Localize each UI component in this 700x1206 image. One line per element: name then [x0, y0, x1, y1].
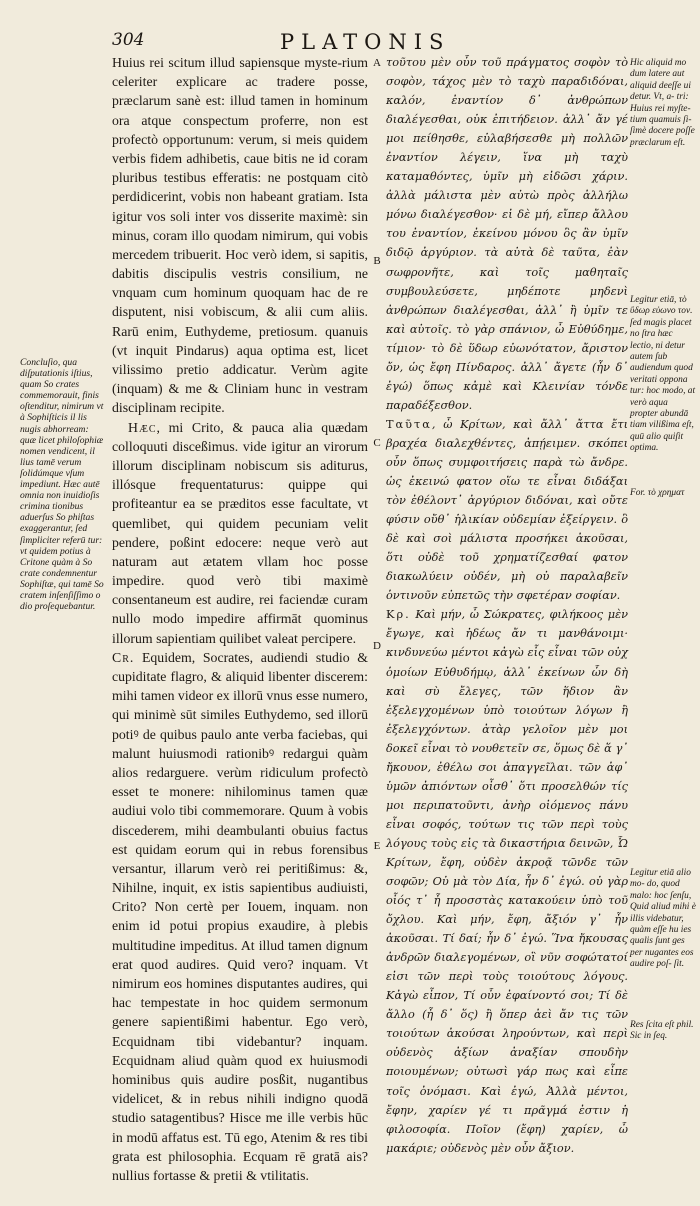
- greek-column: [386, 53, 628, 1158]
- greek-speaker-label: Κρ.: [386, 608, 411, 622]
- section-letter: E: [373, 840, 381, 852]
- section-letter: A: [373, 57, 381, 69]
- greek-paragraph: τοῦτου μὲν οὖν τοῦ πράγματος σοφὸν τὸ σοφὸν, τάχος μὲν τὸ ταχὺ παραδιδόναι, καλόν, ἐναντίον δ᾽ ἀνθρώπων διαλέγεσθαι, οὐκ ἐπιτήδειον. ἀλλ᾽ ἄν γέ μοι πείθησθε, εὐλαβήσεσθε μὴ πολλῶν ἐναντίον λέγειν, ἵνα μὴ ταχὺ καταμαθόντες, ὑμῖν μὴ εἰδῶσι χάριν. ἀλλὰ μάλιστα μὲν αὐτὼ πρὸς ἀλλήλω μόνω διαλέγεσθον· εἰ δὲ μή, εἴπερ ἄλλου του ἐναντίον, ἐκείνου μόνου ὃς ἂν ὑμῖν διδῷ ἀργύριον. τὰ αὐτὰ δὲ ταῦτα, ἐὰν σωφρονῆτε, καὶ τοῖς μαθηταῖς συμβουλεύσετε, μηδέποτε μηδενὶ ἀνθρώπων διαλέγεσθαι, ἀλλ᾽ ἢ ὑμῖν τε καὶ αὑτοῖς. τὸ γὰρ σπάνιον, ὦ Εὐθύδημε, τίμιον· τὸ δὲ ὕδωρ εὐωνότατον, ἄριστον ὄν, ὡς ἔφη Πίνδαρος. ἀλλ᾽ ἄγετε (ἦν δ᾽ ἐγώ) ὅπως κἀμὲ καὶ Κλεινίαν τόνδε παραδέξεσθον.: [386, 56, 628, 412]
- right-margin-note: Res ſcita eſt phil. Sic in ſeq.: [630, 1020, 694, 1042]
- latin-speaker-label: Cr.: [112, 649, 135, 665]
- page-number: 304: [112, 30, 145, 50]
- latin-paragraph: Huius rei scitum illud sapiensque myste-rium celeriter explicare ac tradere posse, præclarum sanè est: illud tamen in hominum ora atque conspectum proferre, non est profectò opportunum: verum, si meis quidem verbis fidem adhibetis, caue bitis ne id coram pluribus testibus efferatis: ne postquam citò perdidicerint, vobis non habeant gratiam. Ista igitur vos soli inter vos disserite maximè: sin minus, coram illo quodam nimirum, qui vobis mercedem tribuerit. Hoc verò idem, si sapitis, dabitis discipulis vestris consilium, ne vnquam cum hominum quoquam hac de re disputent, nisi vobiscum, & alii cum aliis. Rarū enim, Euthydeme, pretiosum. quanuis (vt inquit Pindarus) aqua optima est, licet vilissimo pretio addicatur. Verùm agite (inquam) & me & Cliniam hunc in vestram disciplinam recipite.: [112, 55, 368, 416]
- latin-column: [112, 53, 368, 1185]
- right-margin-note: Legitur etiā, τὸ ὕδωρ εὐωνο τον. ſed magis placet no ſtra hæc lectio, ni detur autem ſub audiendum quod veritati oppona tur: hoc modo, at verò aqua propter abundā tiam vilißima eſt, quū alio quiſit optima.: [630, 295, 696, 454]
- left-margin-note: Concluſio, qua diſputationis iſtius, quam So crates commemorauit, finis oſtenditur, nimirum vt à Sophiſticis il lis nugis abhorream: quæ licet philoſophiæ nomen vendicent, il lius tamē verum ſolidúmque vſum impediunt. Hæc autē omnia non inuidioſis crimina tionibus aduerſus So phiſtas exaggerantur, ſed ſimpliciter referū tur: vt quidem potius à Critone quàm à So crate condemnentur Sophiſtæ, qui tamē So cratem inſenſiſſimo o dio proſequebantur.: [20, 357, 104, 613]
- greek-paragraph: [386, 415, 628, 605]
- greek-initial-word: Ταῦτα: [386, 417, 432, 431]
- greek-paragraph-text: Καὶ μήν, ὦ Σώκρατες, φιλήκοος μὲν ἔγωγε, καὶ ἡδέως ἄν τι μανθάνοιμι· κινδυνεύω μέντοι κἀγὼ εἷς εἶναι τῶν οὐχ ὁμοίων Εὐθυδήμῳ, ἀλλ᾽ ἐκείνων ὧν δὴ καὶ σὺ ἔλεγες, τῶν ἥδιον ἂν ἐξελεγχομένων ὑπὸ τοιούτων λόγων ἢ ἐξελεγχόντων. ἀτὰρ γελοῖον μὲν μοι δοκεῖ εἶναι τὸ νουθετεῖν σε, ὅμως δὲ ἅ γ᾽ ἤκουον, ἐθέλω σοι ἀπαγγεῖλαι. τῶν ἀφ᾽ ὑμῶν ἀπιόντων οἶσθ᾽ ὅτι προσελθών τίς μοι περιπατοῦντι, ἀνὴρ οἰόμενος πάνυ εἶναι σοφός, τούτων τις τῶν περὶ τοὺς λόγους τοὺς εἰς τὰ δικαστήρια δεινῶν, Ὦ Κρίτων, ἔφη, οὐδὲν ἀκροᾷ τῶνδε τῶν σοφῶν; Οὐ μὰ τὸν Δία, ἦν δ᾽ ἐγώ. οὐ γὰρ οἷός τ᾽ ἦ προσστὰς κατακούειν ὑπὸ τοῦ ὄχλου. Καὶ μήν, ἔφη, ἄξιόν γ᾽ ἦν ἀκοῦσαι. Τί δαί; ἦν δ᾽ ἐγώ. Ἵνα ἤκουσας ἀνδρῶν διαλεγομένων, οἳ νῦν σοφώτατοί εἰσι τῶν περὶ τοὺς τοιούτους λόγους. Κἀγὼ εἶπον, Τί οὖν ἐφαίνοντό σοι; Τί δὲ ἄλλο (ἦ δ᾽ ὅς) ἢ ὅπερ ἀεὶ ἄν τις τῶν τοιούτων ἀκούσαι ληρούντων, καὶ περὶ οὐδενὸς ἀξίων ἀναξίαν σπουδὴν ποιουμένων; οὑτωσὶ γάρ πως καὶ εἶπε τοῖς ὀνόμασι. Καὶ ἐγώ, Ἀλλὰ μέντοι, ἔφην, χαρίεν γέ τι πρᾶγμά ἐστιν ἡ φιλοσοφία. Ποῖον (ἔφη) χαρίεν, ὦ μακάριε; οὐδενὸς μὲν οὖν ἄξιον.: [386, 608, 628, 1155]
- greek-paragraph: [386, 605, 628, 1157]
- latin-paragraph-text: Equidem, Socrates, audiendi studio & cupiditate flagro, & aliquid libenter discerem: mihi tamen videor ex illorū vnus esse numero, qui minimè sūt similes Euthydemo, sed illorū potiꝰ de quibus paulo ante verba faciebas, qui malunt huiusmodi rationibꝰ redargui quàm alios redarguere. verùm ridiculum profectò esset te monere: nihilominus tamen quæ audiui volo tibi commemorare. Quum à vobis discederem, mihi deambulanti obuius factus est quidam eorum qui in rebus forensibus versantur, illarum verò rei peritißimus: &, Nihilne, inquit, ex istis sapientibus audiuisti, Crito? Non certè per Iouem, inquam. non enim id potui propius exaudire, à plebis multitudine impeditus. At illud tamen dignum erat quod audires. Quid vero? inquam. Vt nimirum eos homines disputantes audires, qui hac tempestate in hoc quidem sermonum genere sapientißimi habentur. Ego verò, Ecquidnam tibi videbantur? inquam. Ecquidnam aliud quàm quod ex huiusmodi hominibus quis audire posßit, nugantibus videlicet, & in rebus nihili indigno quodā studio satagentibus? Hisce me ille verbis hūc in modū affatus est. Tū ego, Atenim & res tibi grata est philosophia. Ecquam rē gratā ais? nullius fortasse & pretii & vtilitatis.: [112, 649, 368, 1183]
- section-letter: C: [373, 437, 381, 449]
- greek-paragraph-text: , ὦ Κρίτων, καὶ ἄλλ᾽ ἄττα ἔτι βραχέα διαλεχθέντες, ἀπῄειμεν. σκόπει οὖν ὅπως συμφοιτήσεις παρὰ τὼ ἄνδρε. ὡς ἐκεινώ φατον οἵω τε εἶναι διδάξαι τὸν ἐθέλοντ᾽ ἀργύριον διδόναι, καὶ οὔτε φύσιν οὔθ᾽ ἡλικίαν οὐδεμίαν ἐξείργειν. ὃ δὲ καὶ σοὶ μάλιστα προσήκει ἀκοῦσαι, ὅτι οὐδὲ τοῦ χρηματίζεσθαί φατον διακωλύειν οὐδέν, μὴ οὐ παραλαβεῖν ὁντινοῦν εὐπετῶς τὴν σφετέραν σοφίαν.: [386, 417, 628, 603]
- latin-initial-word: Hæc: [128, 419, 157, 435]
- right-margin-note: Hic aliquid mo dum latere aut aliquid deeſſe ui detur. Vt, a- tri: Huius rei myſte- tium quamuis ſi- ſimè docere poſſe præclarum eſt.: [630, 58, 695, 148]
- section-letter: B: [373, 255, 381, 267]
- right-margin-note: Legitur etiā alio mo- do, quod malo: hoc ſenſu, Quid aliud mihi è illis videbatur, quàm eſſe hu ies qualis ſunt ges per nugantes eos audire poſ- ſit.: [630, 868, 696, 970]
- running-head: PLATONIS: [280, 30, 451, 54]
- latin-paragraph-text: , mi Crito, & pauca alia quædam colloquuti disceßimus. vide igitur an virorum illorum disciplinam nobiscum sis aditurus, illósque frequentaturus: quippe qui profiteantur ea se præditos esse facultate, vt quemlibet, qui quidem pecuniam velit pendere, poßint edocere: neque verò aut naturam aut ætatem vllam hoc posse impedire. quod verò tibi maximè consentaneum est audire, rei faciendæ curam nullo modo impedire affirmāt quominus illorum sapientiam quilibet valeat percipere.: [112, 419, 368, 646]
- latin-paragraph: [112, 648, 368, 1185]
- latin-paragraph: [112, 418, 368, 648]
- right-margin-note: For. τὸ χρηματ: [630, 488, 685, 498]
- section-letter: D: [373, 640, 381, 652]
